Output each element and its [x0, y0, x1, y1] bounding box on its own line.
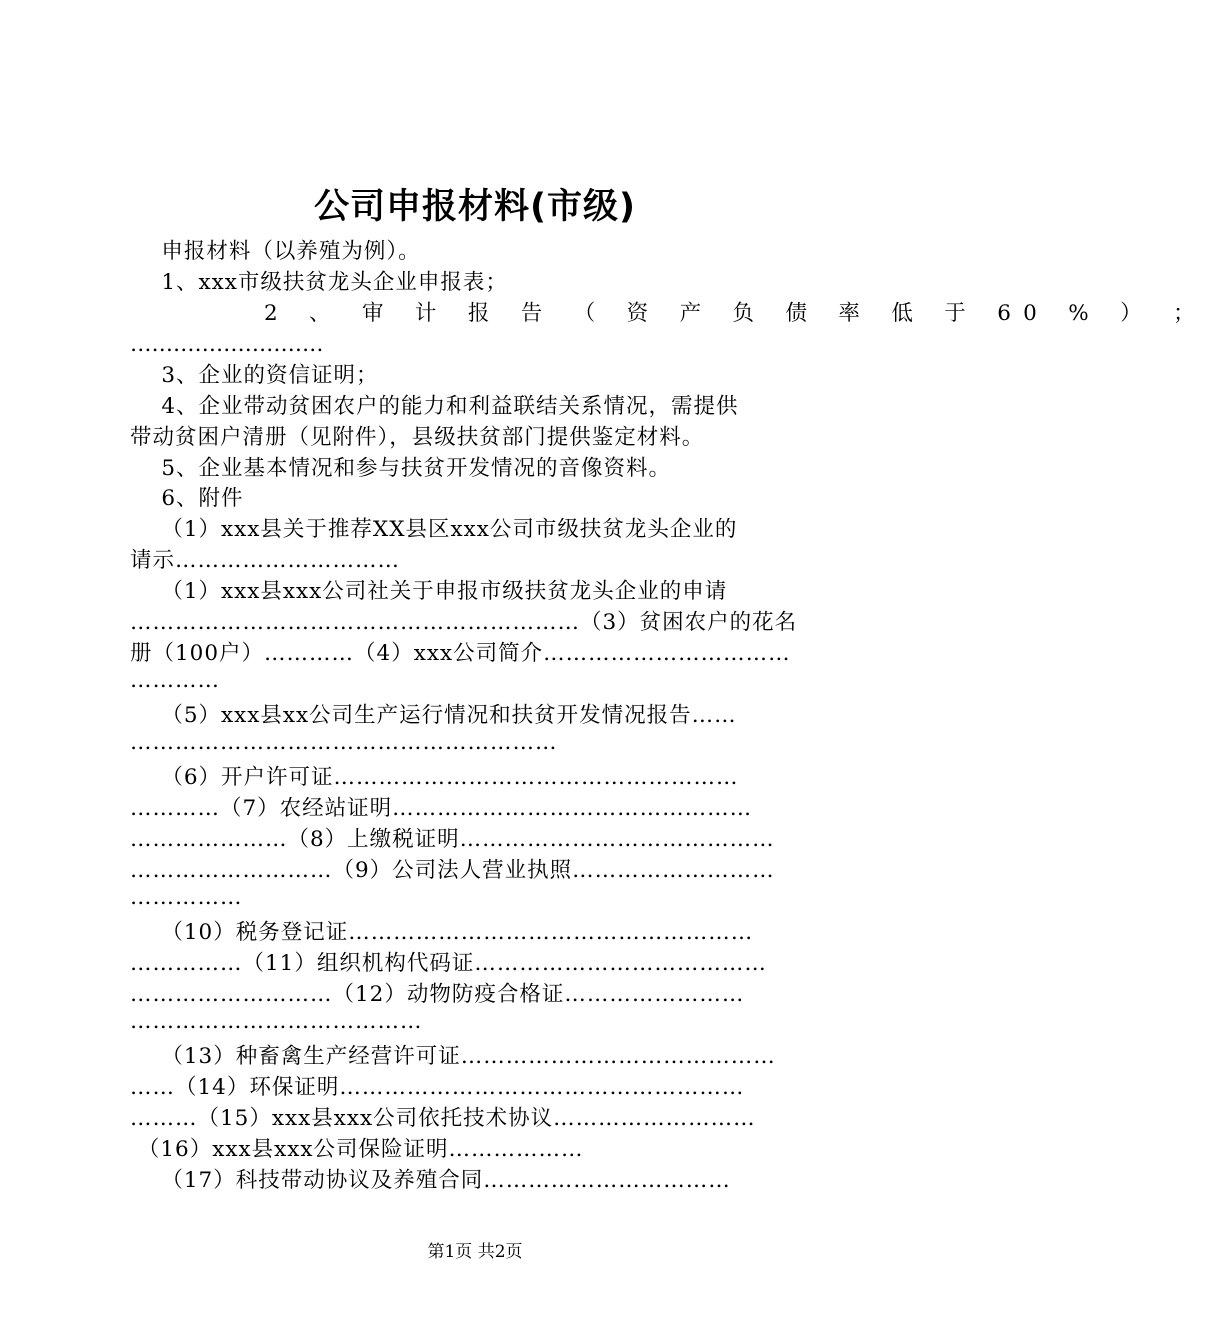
body-line: （1）xxx县关于推荐XX县区xxx公司市级扶贫龙头企业的	[130, 517, 738, 542]
body-line: ……………	[130, 885, 243, 910]
body-line: ……………（11）组织机构代码证…………………………………	[130, 951, 767, 976]
body-line: 4、企业带动贫困农户的能力和利益联结关系情况，需提供	[130, 394, 739, 419]
body-line: ………………………（12）动物防疫合格证……………………	[130, 982, 745, 1007]
body-line: …………………（8）上缴税证明……………………………………	[130, 827, 775, 852]
body-line: ………………………（9）公司法人营业执照………………………	[130, 858, 775, 883]
body-line: ………………………	[130, 332, 324, 357]
body-line: 5、企业基本情况和参与扶贫开发情况的音像资料。	[130, 456, 672, 481]
body-line: ……（14）环保证明………………………………………………	[130, 1075, 745, 1100]
body-line: （17）科技带动协议及养殖合同……………………………	[130, 1168, 731, 1193]
document-title: 公司申报材料(市级)	[314, 187, 636, 227]
body-line: 册（100户）…………（4）xxx公司简介……………………………	[130, 641, 791, 666]
page-number-footer: 第1页 共2页	[427, 1242, 523, 1262]
body-line: （1）xxx县xxx公司社关于申报市级扶贫龙头企业的申请	[130, 579, 728, 604]
body-line: 带动贫困户清册（见附件），县级扶贫部门提供鉴定材料。	[130, 425, 705, 450]
body-line: …………（7）农经站证明…………………………………………	[130, 796, 753, 821]
body-line: （5）xxx县xx公司生产运行情况和扶贫开发情况报告……	[130, 703, 737, 728]
body-line: ……………………………………………………（3）贫困农户的花名	[130, 610, 798, 635]
body-line: （16）xxx县xxx公司保险证明………………	[130, 1137, 584, 1162]
body-line: ………（15）xxx县xxx公司依托技术协议………………………	[130, 1106, 756, 1131]
body-line: 6、附件	[130, 486, 244, 511]
body-line: 申报材料（以养殖为例）。	[130, 239, 421, 264]
body-line: 请示…………………………	[130, 548, 401, 573]
body-line: （6）开户许可证………………………………………………	[130, 765, 739, 790]
body-line: …………………………………	[130, 1009, 423, 1034]
body-line: …………	[130, 668, 220, 693]
body-line: （10）税务登记证………………………………………………	[130, 920, 754, 945]
body-line: （13）种畜禽生产经营许可证……………………………………	[130, 1044, 776, 1069]
body-line: …………………………………………………	[130, 730, 558, 755]
body-line: 3、企业的资信证明；	[130, 363, 379, 388]
body-line: 2 、 审 计 报 告 （ 资 产 负 债 率 低 于 60 % ） ；	[130, 301, 1207, 326]
body-line: 1、xxx市级扶贫龙头企业申报表；	[130, 270, 508, 295]
